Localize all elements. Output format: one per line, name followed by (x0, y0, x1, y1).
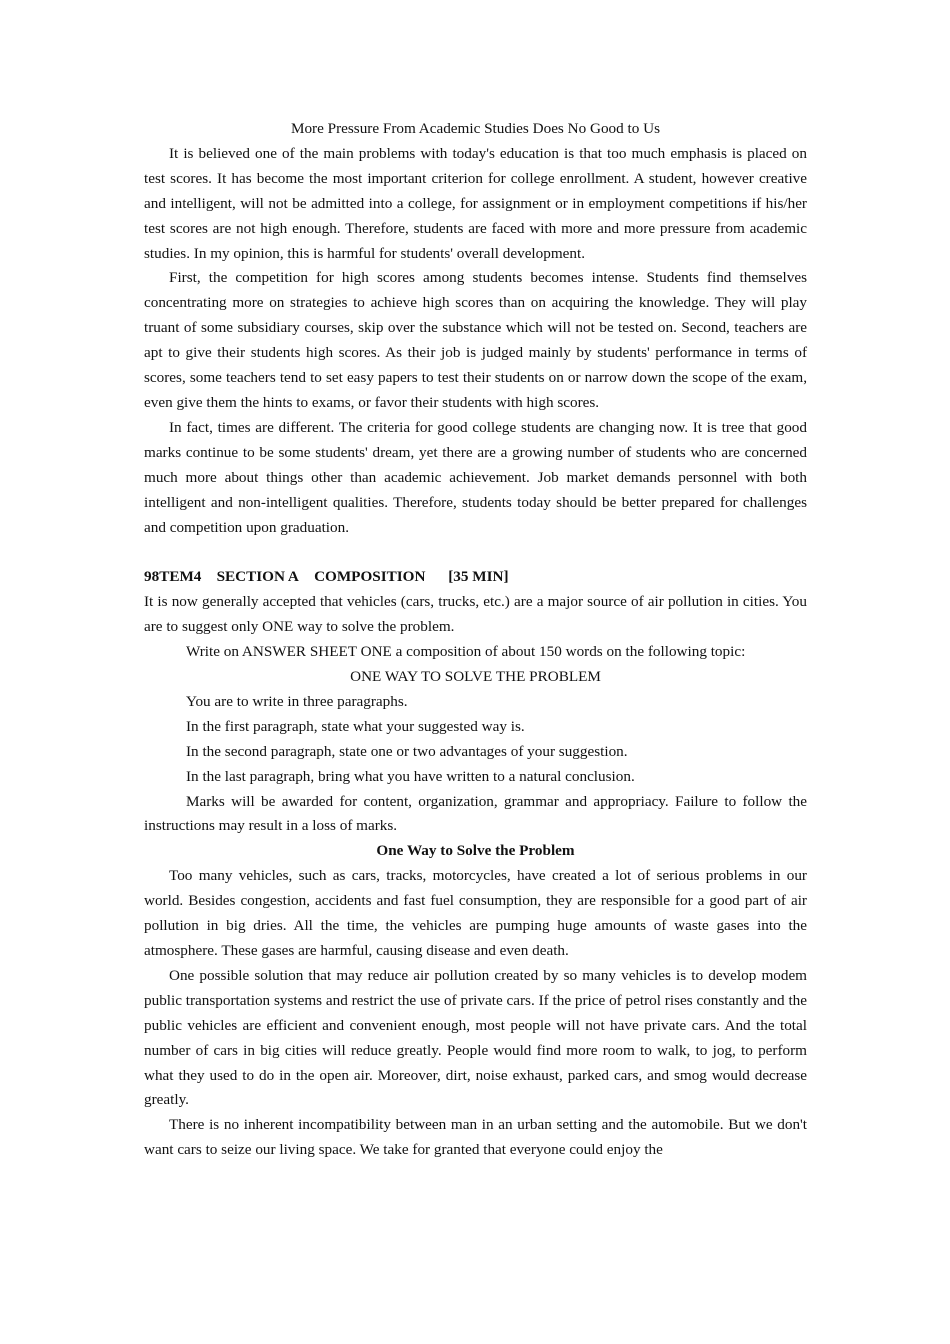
prompt-marks-note: Marks will be awarded for content, organization, grammar and appropriacy. Failure to follow the instructions may result in a loss of marks. (144, 792, 807, 835)
prompt-instruction: In the second paragraph, state one or two advantages of your suggestion. (186, 742, 628, 760)
essay1-paragraph: First, the competition for high scores among students becomes intense. Students find themselves concentrating more on strategies to achieve high scores than on acquiring the knowledge. They will play truant of some subsidiary courses, skip over the substance which will not be tested on. Second, teachers are apt to give their students high scores. As their job is judged mainly by students' performance in terms of scores, some teachers tend to set easy papers to test their students on or narrow down the scope of the exam, even give them the hints to exams, or favor their students with high scores. (144, 269, 807, 411)
document-page (144, 117, 807, 1163)
prompt-intro: It is now generally accepted that vehicles (cars, trucks, etc.) are a major source of air pollution in cities. You are to suggest only ONE way to solve the problem. (144, 593, 807, 636)
section-part: SECTION A (216, 568, 299, 586)
prompt-instruction: In the last paragraph, bring what you have written to a natural conclusion. (186, 767, 635, 785)
essay2-paragraph: There is no inherent incompatibility between man in an urban setting and the automobile. But we don't want cars to seize our living space. We take for granted that everyone could enjoy the (144, 1116, 807, 1159)
essay2-paragraph: One possible solution that may reduce air pollution created by so many vehicles is to develop modem public transportation systems and restrict the use of private cars. If the price of petrol rises constantly and the public vehicles are efficient and convenient enough, most people will not have private cars. And the total number of cars in big cities will reduce greatly. People would find more room to walk, to jog, to perform what they used to do in the open air. Moreover, dirt, noise exhaust, parked cars, and smog would decrease greatly. (144, 966, 807, 1109)
prompt-instruction: In the first paragraph, state what your suggested way is. (186, 717, 525, 735)
spacer (144, 540, 807, 565)
section-heading (144, 565, 807, 590)
essay2-title: One Way to Solve the Problem (376, 842, 575, 860)
essay1-title: More Pressure From Academic Studies Does No Good to Us (290, 120, 661, 137)
section-time: [35 MIN] (448, 568, 509, 586)
section-name: COMPOSITION (314, 568, 426, 586)
essay1-paragraph: It is believed one of the main problems with today's education is that too much emphasis is placed on test scores. It has become the most important criterion for college enrollment. A student, however creative and intelligent, will not be admitted into a college, for assignment or in employment competitions if his/her test scores are not high enough. Therefore, students are faced with more and more pressure from academic studies. In my opinion, this is harmful for students' overall development. (144, 144, 807, 262)
essay2-paragraph: Too many vehicles, such as cars, tracks, motorcycles, have created a lot of serious problems in our world. Besides congestion, accidents and fast fuel consumption, they are responsible for a good part of air pollution in big dries. All the time, the vehicles are pumping huge amounts of waste gases into the atmosphere. These gases are harmful, causing disease and even death. (144, 867, 807, 959)
prompt-topic: ONE WAY TO SOLVE THE PROBLEM (350, 668, 601, 686)
prompt-instruction: You are to write in three paragraphs. (186, 692, 408, 710)
section-code: 98TEM4 (144, 568, 202, 586)
essay1-paragraph: In fact, times are different. The criteria for good college students are changing now. It is tree that good marks continue to be some students' dream, yet there are a growing number of students who are concerned much more about things other than academic achievement. Job market demands personnel with both intelligent and non-intelligent qualities. Therefore, students today should be better prepared for challenges and competition upon graduation. (144, 418, 807, 536)
prompt-write-on: Write on ANSWER SHEET ONE a composition of about 150 words on the following topic: (186, 643, 746, 661)
